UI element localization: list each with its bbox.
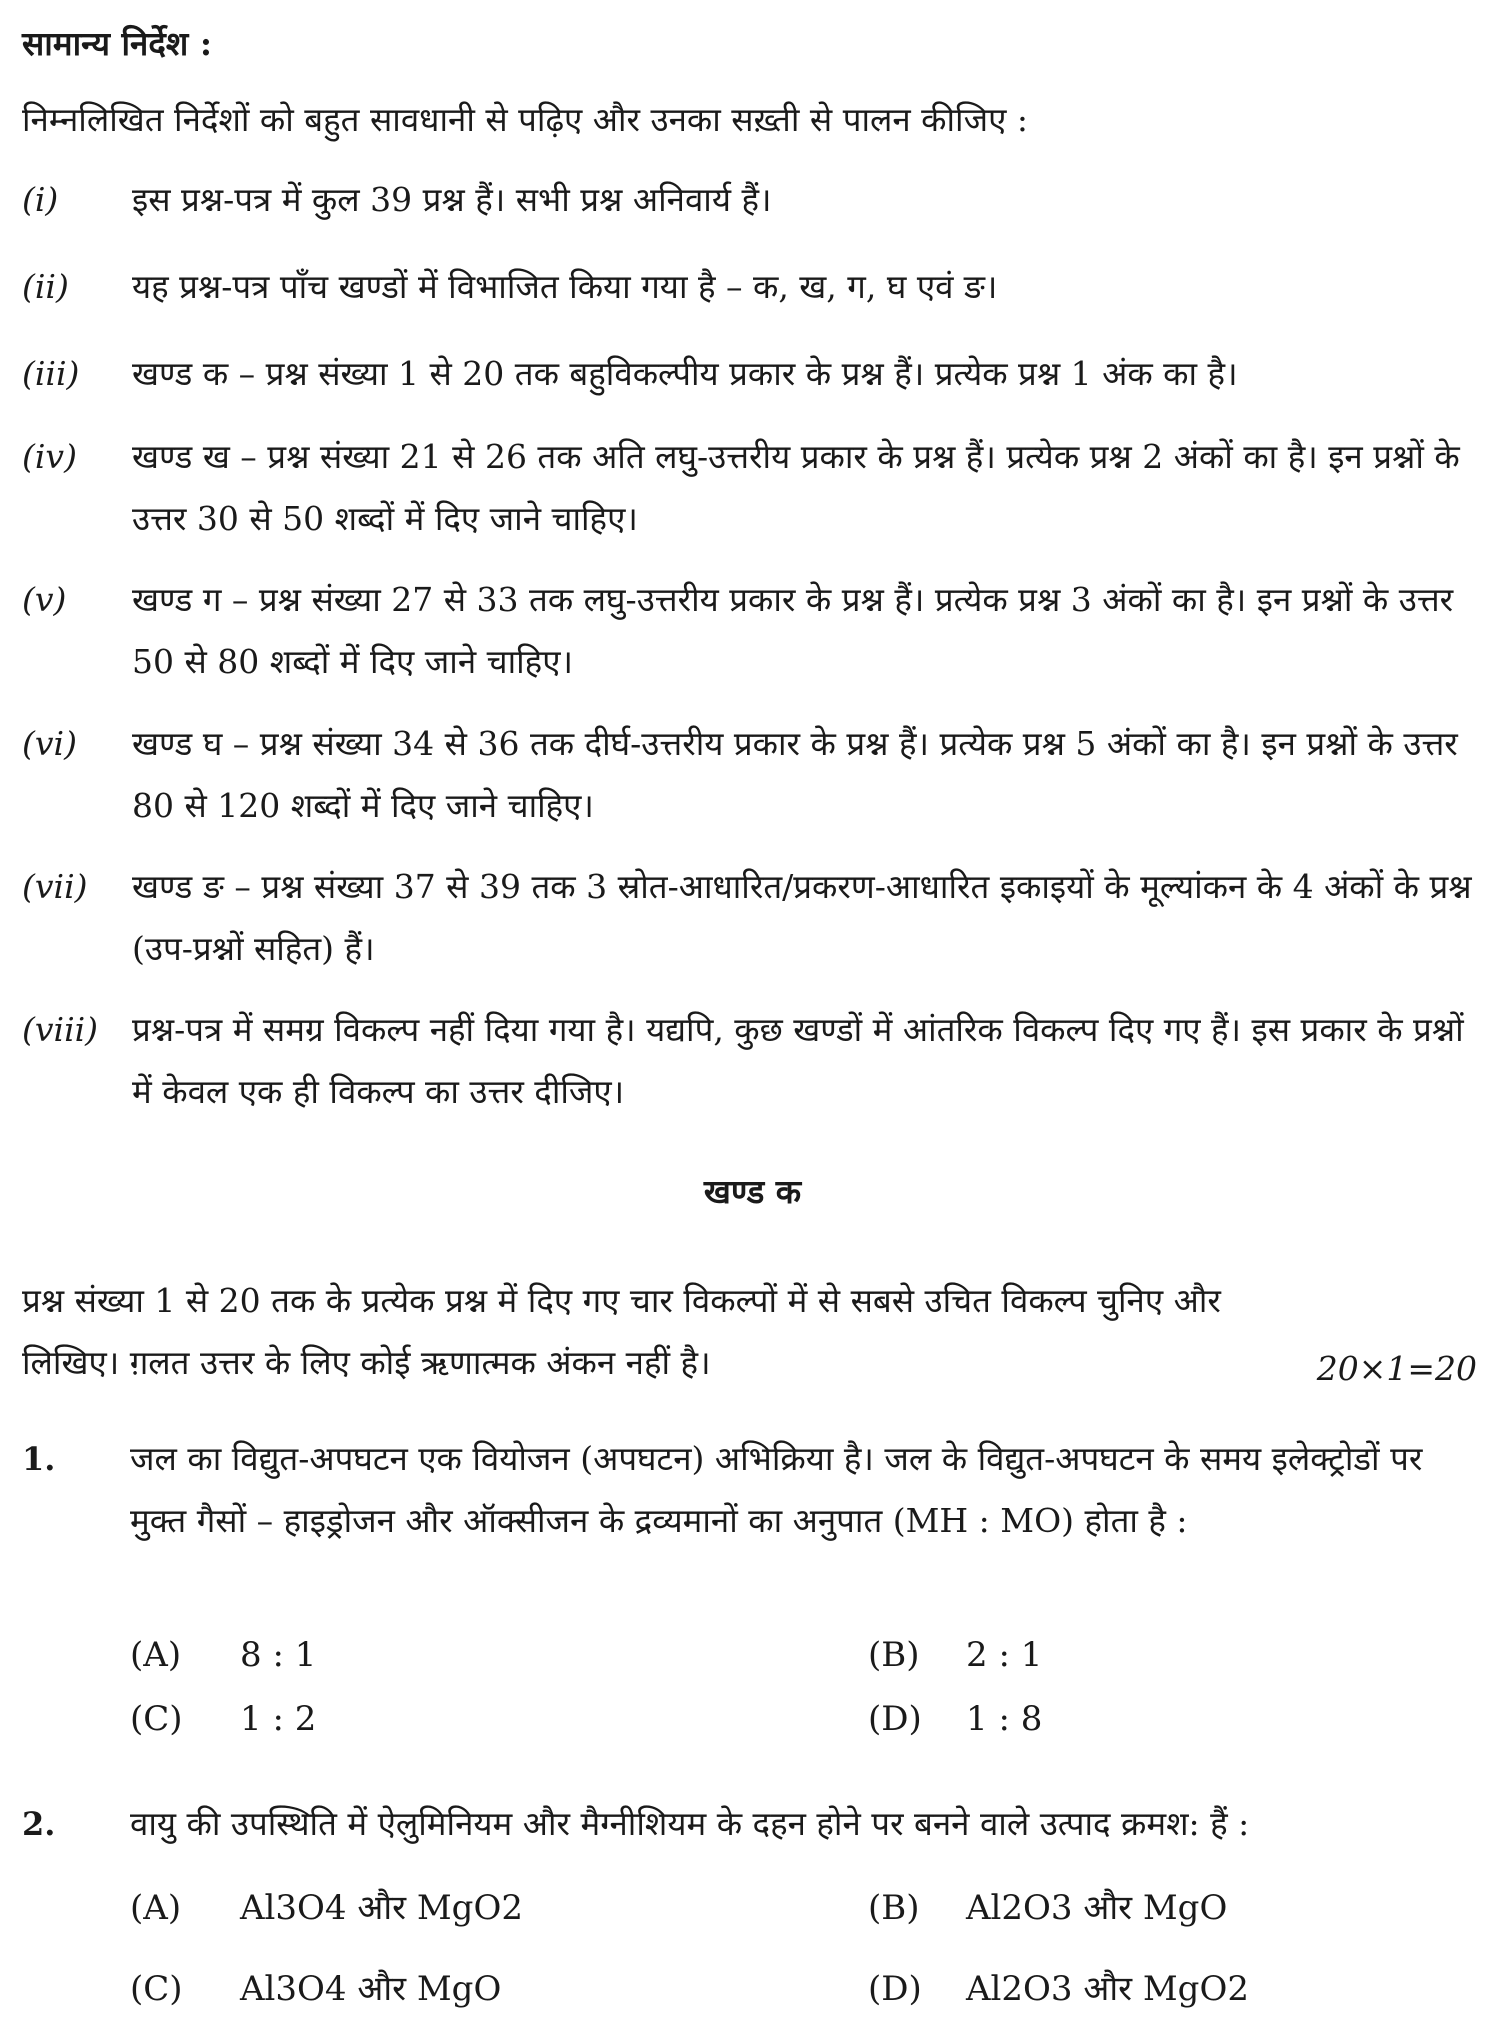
- option-label: (B): [868, 1635, 920, 1675]
- section-marks: 20×1=20: [1316, 1349, 1477, 1388]
- option-b[interactable]: [868, 1633, 1042, 1677]
- instruction-number: (ii): [22, 267, 69, 306]
- option-value: 1 : 2: [240, 1699, 317, 1739]
- instruction-number: (v): [22, 580, 67, 619]
- instruction-text: खण्ड क – प्रश्न संख्या 1 से 20 तक बहुविकल्पीय प्रकार के प्रश्न हैं। प्रत्येक प्रश्न 1 अंक का है।: [132, 354, 1238, 393]
- option-label: (C): [130, 1699, 183, 1739]
- instruction-number: (vii): [22, 867, 88, 906]
- option-d[interactable]: [868, 1967, 1249, 2011]
- question-number: 2.: [22, 1805, 56, 1843]
- option-a[interactable]: [130, 1886, 523, 1930]
- instruction-number: (iii): [22, 354, 80, 393]
- option-label: (D): [868, 1699, 922, 1739]
- option-value: Al3O4 और MgO2: [240, 1888, 523, 1928]
- option-value: Al2O3 और MgO2: [966, 1969, 1249, 2009]
- question-text: जल का विद्युत-अपघटन एक वियोजन (अपघटन) अभिक्रिया है। जल के विद्युत-अपघटन के समय इलेक्ट्रोडों पर मुक्त गैसों – हाइड्रोजन और ऑक्सीजन के द्रव्यमानों का अनुपात (MH : MO) होता है :: [130, 1439, 1423, 1540]
- instruction-number: (vi): [22, 724, 77, 763]
- instructions-intro: निम्नलिखित निर्देशों को बहुत सावधानी से पढ़िए और उनका सख़्ती से पालन कीजिए :: [22, 100, 1028, 139]
- instruction-text: खण्ड घ – प्रश्न संख्या 34 से 36 तक दीर्घ-उत्तरीय प्रकार के प्रश्न हैं। प्रत्येक प्रश्न 5 अंकों का है। इन प्रश्नों के उत्तर 80 से 120 शब्दों में दिए जाने चाहिए।: [132, 724, 1458, 825]
- instruction-text: प्रश्न-पत्र में समग्र विकल्प नहीं दिया गया है। यद्यपि, कुछ खण्डों में आंतरिक विकल्प दिए गए हैं। इस प्रकार के प्रश्नों में केवल एक ही विकल्प का उत्तर दीजिए।: [132, 1010, 1464, 1111]
- instruction-number: (iv): [22, 437, 77, 476]
- option-value: 8 : 1: [240, 1635, 317, 1675]
- option-value: 2 : 1: [966, 1635, 1043, 1675]
- question-number: 1.: [22, 1440, 56, 1478]
- option-label: (A): [130, 1635, 182, 1675]
- section-title: खण्ड क: [703, 1172, 802, 1211]
- instruction-text: खण्ड ख – प्रश्न संख्या 21 से 26 तक अति लघु-उत्तरीय प्रकार के प्रश्न हैं। प्रत्येक प्रश्न 2 अंकों का है। इन प्रश्नों के उत्तर 30 से 50 शब्दों में दिए जाने चाहिए।: [132, 437, 1460, 538]
- general-instructions-heading: सामान्य निर्देश :: [22, 24, 212, 63]
- section-intro: प्रश्न संख्या 1 से 20 तक के प्रत्येक प्रश्न में दिए गए चार विकल्पों में से सबसे उचित विकल्प चुनिए और लिखिए। ग़लत उत्तर के लिए कोई ऋणात्मक अंकन नहीं है।: [22, 1281, 1221, 1382]
- instruction-text: खण्ड ङ – प्रश्न संख्या 37 से 39 तक 3 स्रोत-आधारित/प्रकरण-आधारित इकाइयों के मूल्यांकन के 4 अंकों के प्रश्न (उप-प्रश्नों सहित) हैं।: [132, 867, 1472, 968]
- instruction-text: इस प्रश्न-पत्र में कुल 39 प्रश्न हैं। सभी प्रश्न अनिवार्य हैं।: [132, 180, 772, 219]
- option-label: (A): [130, 1888, 182, 1928]
- option-b[interactable]: [868, 1886, 1227, 1930]
- option-a[interactable]: [130, 1633, 316, 1677]
- option-value: Al2O3 और MgO: [966, 1888, 1228, 1928]
- option-value: Al3O4 और MgO: [240, 1969, 502, 2009]
- instruction-text: खण्ड ग – प्रश्न संख्या 27 से 33 तक लघु-उत्तरीय प्रकार के प्रश्न हैं। प्रत्येक प्रश्न 3 अंकों का है। इन प्रश्नों के उत्तर 50 से 80 शब्दों में दिए जाने चाहिए।: [132, 580, 1454, 681]
- option-c[interactable]: [130, 1697, 316, 1741]
- instruction-number: (viii): [22, 1010, 99, 1049]
- option-label: (B): [868, 1888, 920, 1928]
- option-label: (C): [130, 1969, 183, 2009]
- question-text: वायु की उपस्थिति में ऐलुमिनियम और मैग्नीशियम के दहन होने पर बनने वाले उत्पाद क्रमश: हैं :: [130, 1804, 1250, 1843]
- option-value: 1 : 8: [966, 1699, 1043, 1739]
- instruction-number: (i): [22, 180, 59, 219]
- instruction-text: यह प्रश्न-पत्र पाँच खण्डों में विभाजित किया गया है – क, ख, ग, घ एवं ङ।: [132, 267, 998, 306]
- option-label: (D): [868, 1969, 922, 2009]
- option-d[interactable]: [868, 1697, 1042, 1741]
- option-c[interactable]: [130, 1967, 501, 2011]
